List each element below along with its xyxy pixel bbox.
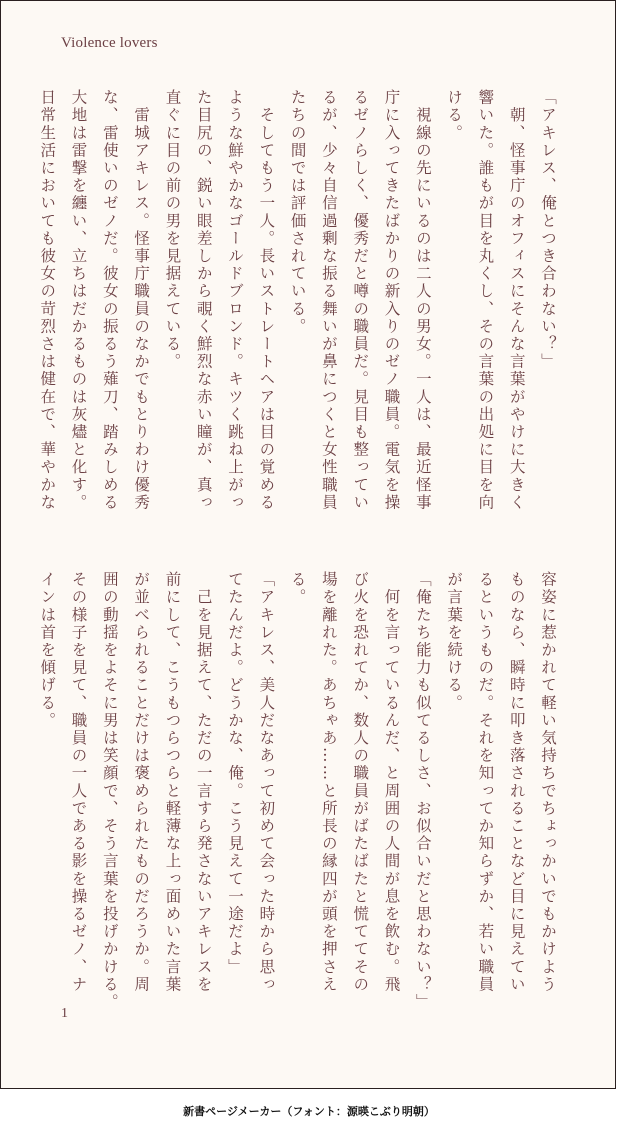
text-line: 「アキレス、美人だなあって初めて会った時から思っ: [257, 571, 276, 994]
text-line: 庁に入ってきたばかりの新入りのゼノ職員。電気を操: [382, 89, 401, 512]
footer-credit: 新書ページメーカー（フォント：源暎こぶり明朝）: [183, 1104, 435, 1118]
text-line: が並べられることだけは褒められたものだろうか。周: [132, 571, 151, 994]
text-line: 雷城アキレス。怪事庁職員のなかでもとりわけ優秀: [132, 89, 151, 512]
text-line: 視線の先にいるのは二人の男女。一人は、最近怪事: [413, 89, 432, 512]
text-line: 日常生活においても彼女の苛烈さは健在で、華やかな: [38, 89, 57, 512]
text-line: 容姿に惹かれて軽い気持ちでちょっかいでもかけよう: [539, 571, 557, 994]
text-line: 前にして、こうもつらつらと軽薄な上っ面めいた言葉: [163, 571, 182, 994]
text-line: 大地は雷撃を纏い、立ちはだかるものは灰燼と化す。: [69, 89, 88, 512]
text-line: そしてもう一人。長いストレートヘアは目の覚める: [257, 89, 276, 512]
text-line: てたんだよ。どうかな、俺。こう見えて一途だよ」: [226, 571, 245, 976]
text-line: るゼノらしく、優秀だと噂の職員だ。見目も整ってい: [351, 89, 370, 512]
text-line: 朝、怪事庁のオフィスにそんな言葉がやけに大きく: [507, 89, 526, 512]
text-line: ものなら、瞬時に叩き落されることなど目に見えてい: [507, 571, 526, 994]
text-line: ような鮮やかなゴールドブロンド。キツく跳ね上がっ: [226, 89, 245, 512]
text-line: が言葉を続ける。: [445, 571, 464, 712]
text-line: び火を恐れてか、数人の職員がばたばたと慌ててその: [351, 571, 370, 994]
text-line: な、雷使いのゼノだ。彼女の振るう薙刀、踏みしめる: [100, 89, 119, 512]
text-line: その様子を見て、職員の一人である影を操るゼノ、ナ: [69, 571, 88, 994]
text-line: 場を離れた。あちゃあ……と所長の縁四が頭を押さえ: [319, 571, 338, 994]
text-line: ける。: [445, 89, 464, 142]
text-line: た目尻の、鋭い眼差しから覗く鮮烈な赤い瞳が、真っ: [194, 89, 213, 512]
text-line: るが、少々自信過剰な振る舞いが鼻につくと女性職員: [319, 89, 338, 512]
text-block-top: [38, 89, 563, 529]
text-line: 響いた。誰もが目を丸くし、その言葉の出処に目を向: [476, 89, 495, 512]
text-line: 「俺たち能力も似てるしさ、お似合いだと思わない？」: [413, 571, 432, 1011]
text-block-bottom: [38, 571, 563, 1011]
text-line: 「アキレス、俺とつき合わない？」: [539, 89, 557, 371]
text-line: 直ぐに目の前の男を見据えている。: [163, 89, 182, 371]
text-line: るというものだ。それを知ってか知らずか、若い職員: [476, 571, 495, 994]
running-header: Violence lovers: [61, 35, 158, 51]
page-number: 1: [61, 1006, 68, 1021]
text-line: 何を言っているんだ、と周囲の人間が息を飲む。飛: [382, 571, 401, 994]
text-line: インは首を傾げる。: [38, 571, 57, 730]
text-line: たちの間では評価されている。: [288, 89, 307, 336]
text-line: る。: [288, 571, 307, 607]
text-line: 囲の動揺をよそに男は笑顔で、そう言葉を投げかける。: [100, 571, 119, 1011]
text-line: 己を見据えて、ただの一言すら発さないアキレスを: [194, 571, 213, 994]
